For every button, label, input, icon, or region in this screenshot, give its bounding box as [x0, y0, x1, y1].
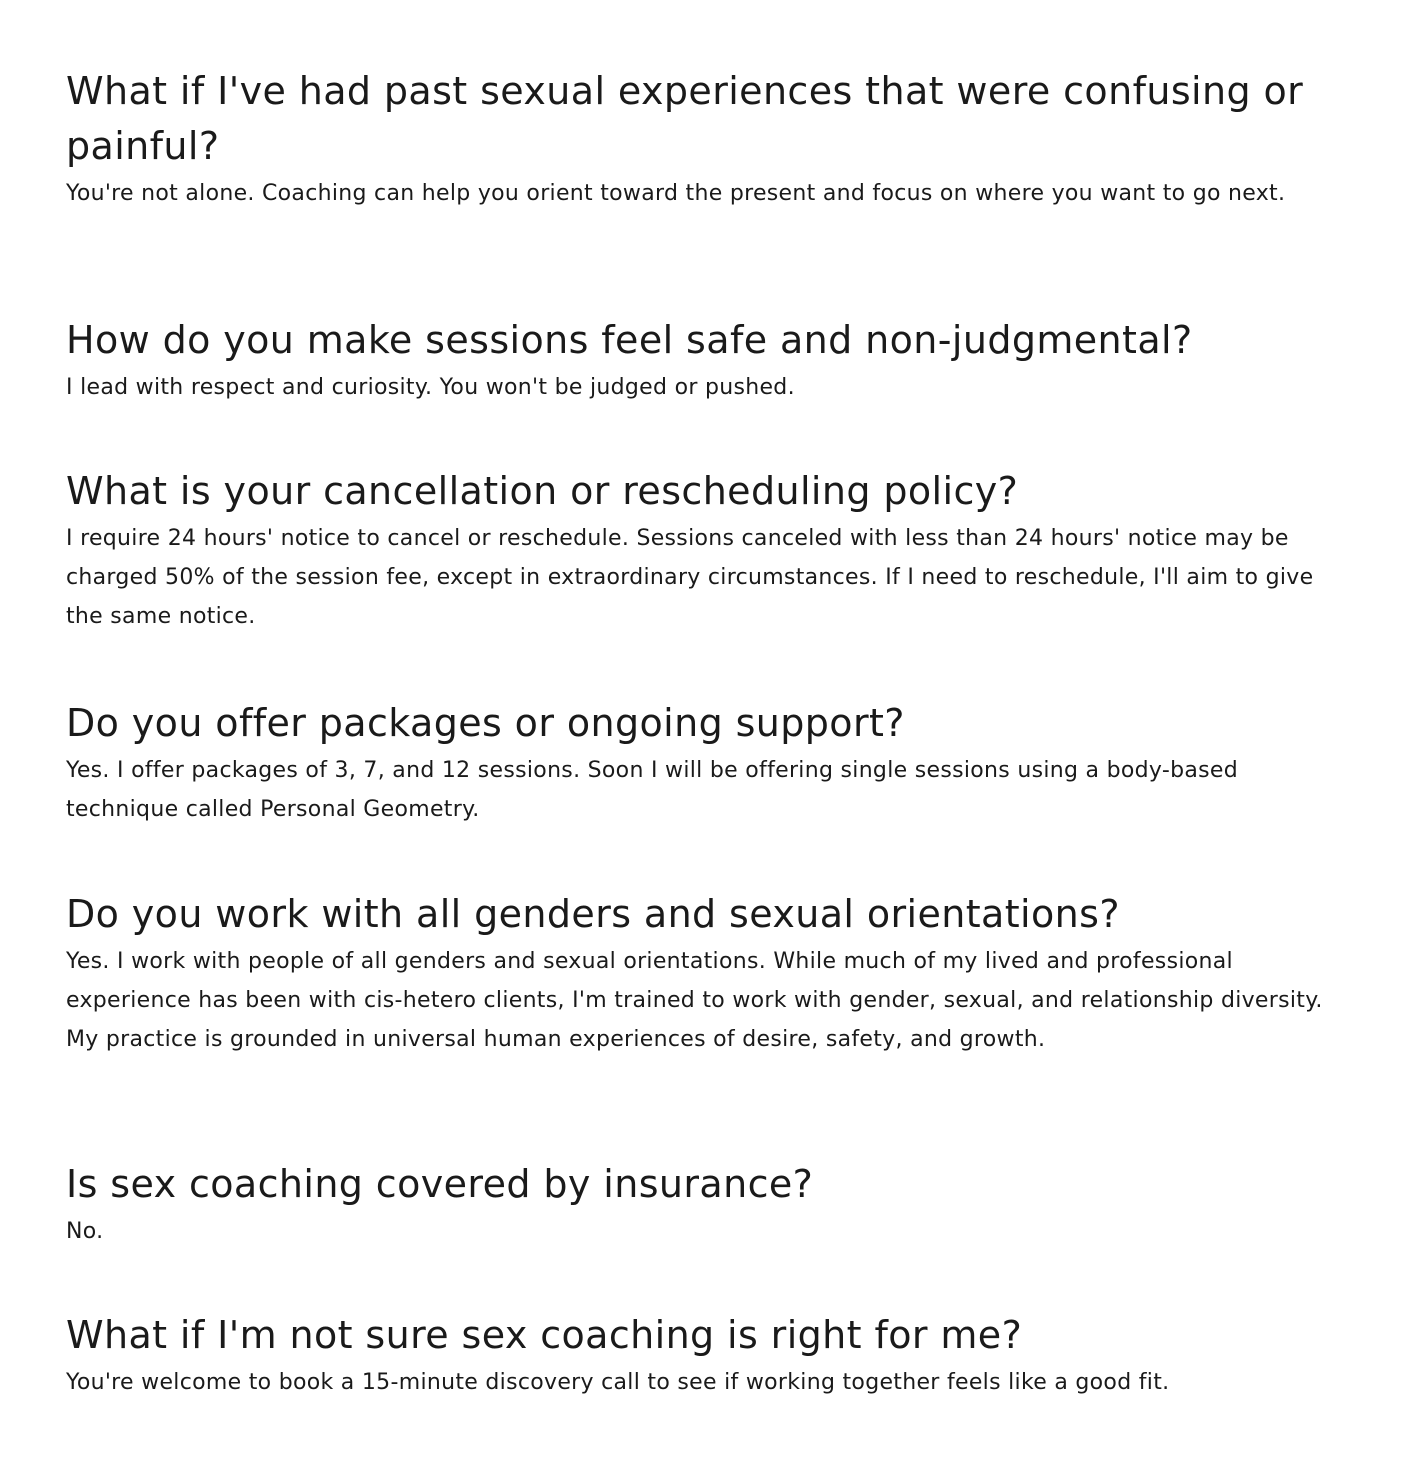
- faq-item: [66, 1308, 1346, 1402]
- faq-answer: You're welcome to book a 15-minute discovery call to see if working together feels like a good fit.: [66, 1370, 1170, 1395]
- faq-question: What is your cancellation or rescheduling policy?: [66, 469, 1019, 513]
- faq-item: [66, 1157, 1346, 1251]
- faq-item: [66, 696, 1346, 829]
- faq-item: [66, 64, 1346, 213]
- faq-question: What if I'm not sure sex coaching is right for me?: [66, 1313, 1023, 1357]
- faq-answer: You're not alone. Coaching can help you orient toward the present and focus on where you want to go next.: [66, 181, 1286, 206]
- faq-item: [66, 464, 1346, 636]
- faq-item: [66, 887, 1346, 1059]
- faq-question: What if I've had past sexual experiences that were confusing or painful?: [66, 69, 1304, 168]
- faq-question: How do you make sessions feel safe and non-judgmental?: [66, 318, 1193, 362]
- faq-question: Is sex coaching covered by insurance?: [66, 1162, 814, 1206]
- faq-answer: Yes. I work with people of all genders and sexual orientations. While much of my lived and professional experience has been with cis-hetero clients, I'm trained to work with gender, sexual, and relationship diversity. My practice is grounded in universal human experiences of desire, safety, and growth.: [66, 949, 1323, 1052]
- faq-answer: Yes. I offer packages of 3, 7, and 12 sessions. Soon I will be offering single sessions using a body-based technique called Personal Geometry.: [66, 758, 1238, 822]
- faq-question: Do you offer packages or ongoing support?: [66, 701, 905, 745]
- faq-item: [66, 313, 1346, 407]
- faq-answer: I require 24 hours' notice to cancel or reschedule. Sessions canceled with less than 24 hours' notice may be charged 50% of the session fee, except in extraordinary circumstances. If I need to reschedule, I'll aim to give the same notice.: [66, 526, 1314, 629]
- faq-question: Do you work with all genders and sexual orientations?: [66, 892, 1120, 936]
- faq-answer: I lead with respect and curiosity. You won't be judged or pushed.: [66, 375, 795, 400]
- faq-answer: No.: [66, 1219, 104, 1244]
